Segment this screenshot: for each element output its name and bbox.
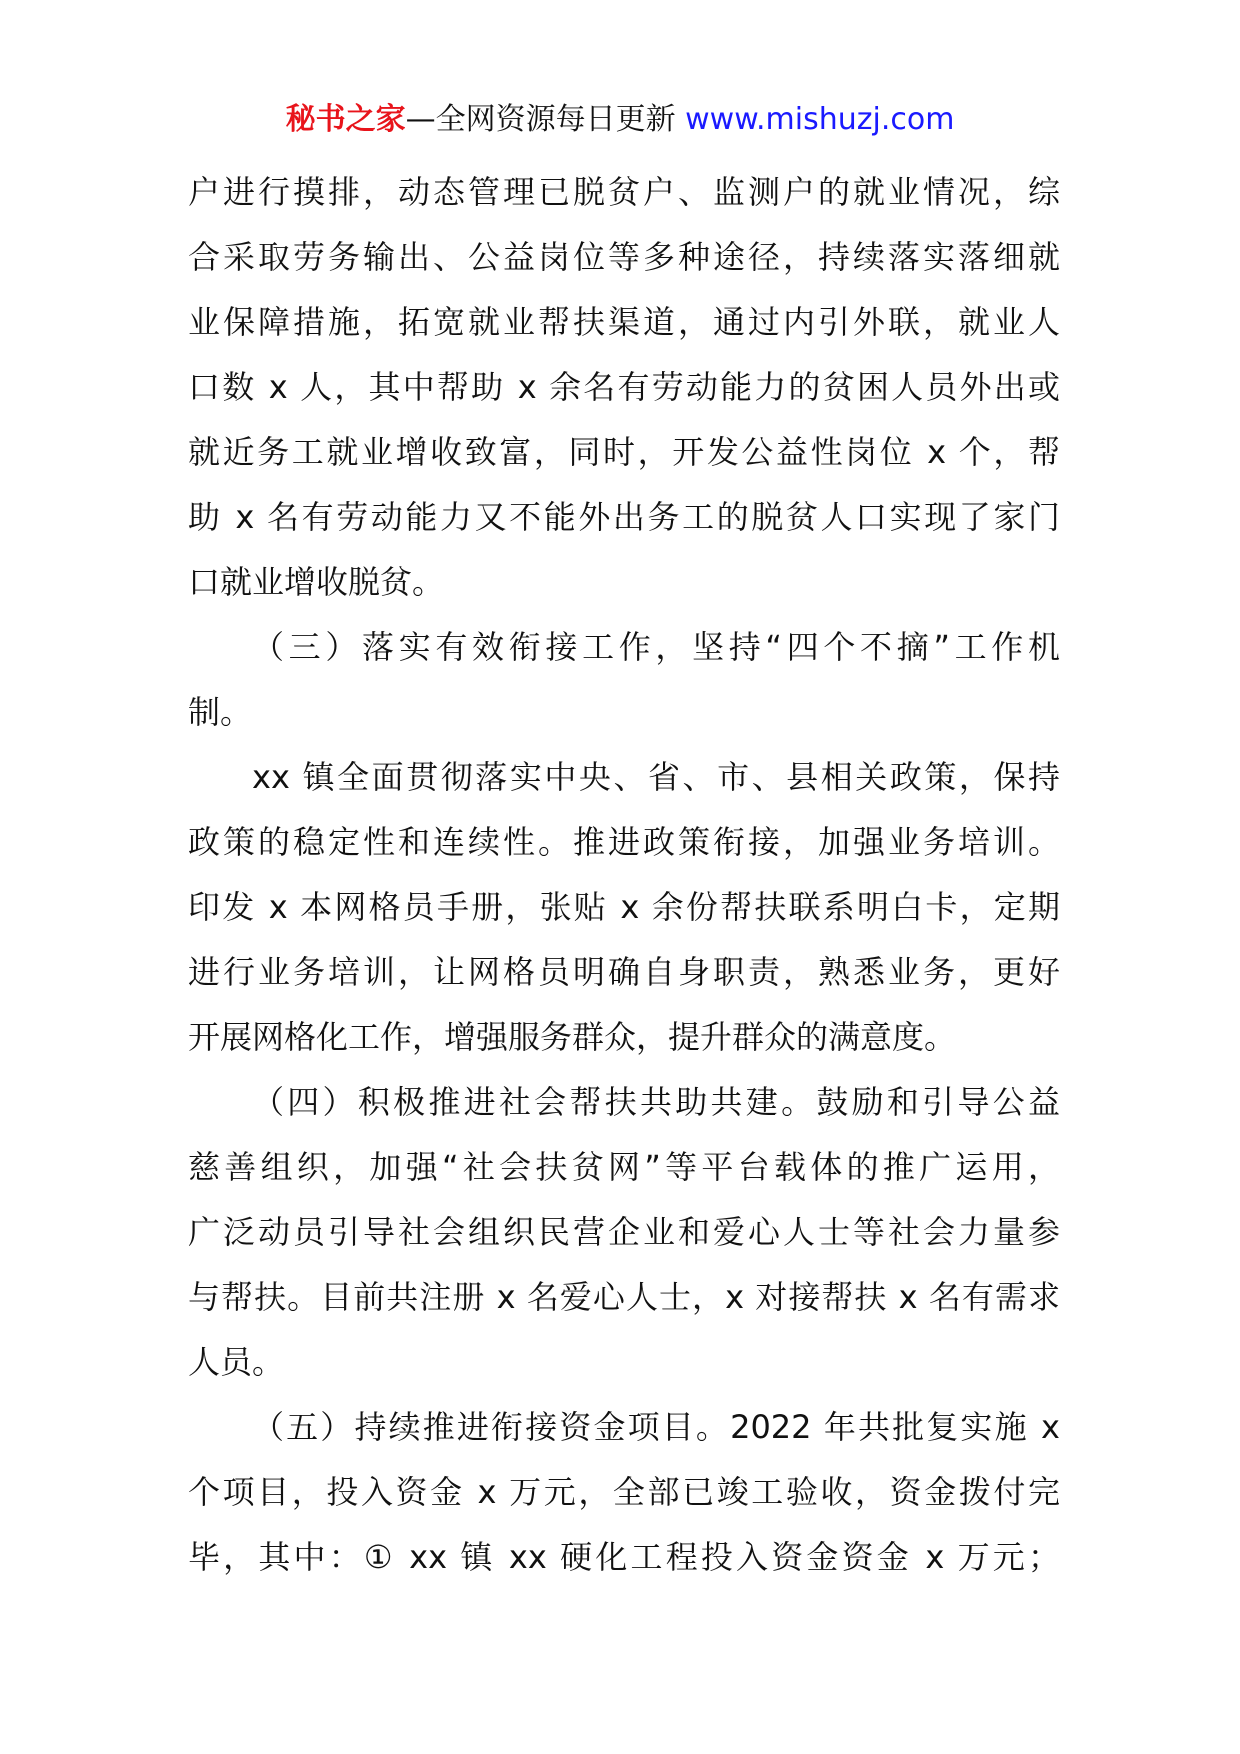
text-line: 进行业务培训，让网格员明确自身职责，熟悉业务，更好 <box>188 953 1060 991</box>
text-line: xx 镇全面贯彻落实中央、省、市、县相关政策，保持 <box>252 758 1060 796</box>
text-line: 户进行摸排，动态管理已脱贫户、监测户的就业情况，综 <box>188 173 1060 211</box>
text-line: 慈善组织，加强“社会扶贫网”等平台载体的推广运用， <box>188 1148 1060 1186</box>
text-line: 口数 x 人，其中帮助 x 余名有劳动能力的贫困人员外出或 <box>188 368 1060 406</box>
heading-line: 制。 <box>188 693 253 731</box>
brand-name: 秘书之家 <box>285 102 406 137</box>
text-line: 与帮扶。目前共注册 x 名爱心人士，x 对接帮扶 x 名有需求 <box>188 1278 1060 1316</box>
text-line: 就近务工就业增收致富，同时，开发公益性岗位 x 个，帮 <box>188 433 1060 471</box>
text-line: 个项目，投入资金 x 万元，全部已竣工验收，资金拨付完 <box>188 1473 1060 1511</box>
header-slogan: —全网资源每日更新 <box>405 102 676 137</box>
section-heading-3 <box>188 615 1060 745</box>
text-line: 政策的稳定性和连续性。推进政策衔接，加强业务培训。 <box>188 823 1060 861</box>
text-line: （四）积极推进社会帮扶共助共建。鼓励和引导公益 <box>252 1083 1060 1121</box>
text-line: 助 x 名有劳动能力又不能外出务工的脱贫人口实现了家门 <box>188 498 1060 536</box>
paragraph-policy <box>188 745 1060 1070</box>
site-url-link[interactable]: www.mishuzj.com <box>685 102 955 137</box>
site-header <box>0 100 1240 140</box>
text-line: 广泛动员引导社会组织民营企业和爱心人士等社会力量参 <box>188 1213 1060 1251</box>
text-line: 开展网格化工作，增强服务群众，提升群众的满意度。 <box>188 1018 957 1056</box>
text-line: 合采取劳务输出、公益岗位等多种途径，持续落实落细就 <box>188 238 1060 276</box>
text-line: 口就业增收脱贫。 <box>188 563 445 601</box>
section-paragraph-4 <box>188 1070 1060 1395</box>
text-line: 人员。 <box>188 1343 285 1381</box>
text-line: 印发 x 本网格员手册，张贴 x 余份帮扶联系明白卡，定期 <box>188 888 1060 926</box>
paragraph-employment <box>188 160 1060 615</box>
text-line: 业保障措施，拓宽就业帮扶渠道，通过内引外联，就业人 <box>188 303 1060 341</box>
text-line: （五）持续推进衔接资金项目。2022 年共批复实施 x <box>252 1408 1060 1446</box>
text-line: 毕，其中：① xx 镇 xx 硬化工程投入资金资金 x 万元； <box>188 1538 1060 1576</box>
heading-line: （三）落实有效衔接工作，坚持“四个不摘”工作机 <box>252 628 1060 666</box>
document-body <box>188 160 1060 1590</box>
section-paragraph-5 <box>188 1395 1060 1590</box>
